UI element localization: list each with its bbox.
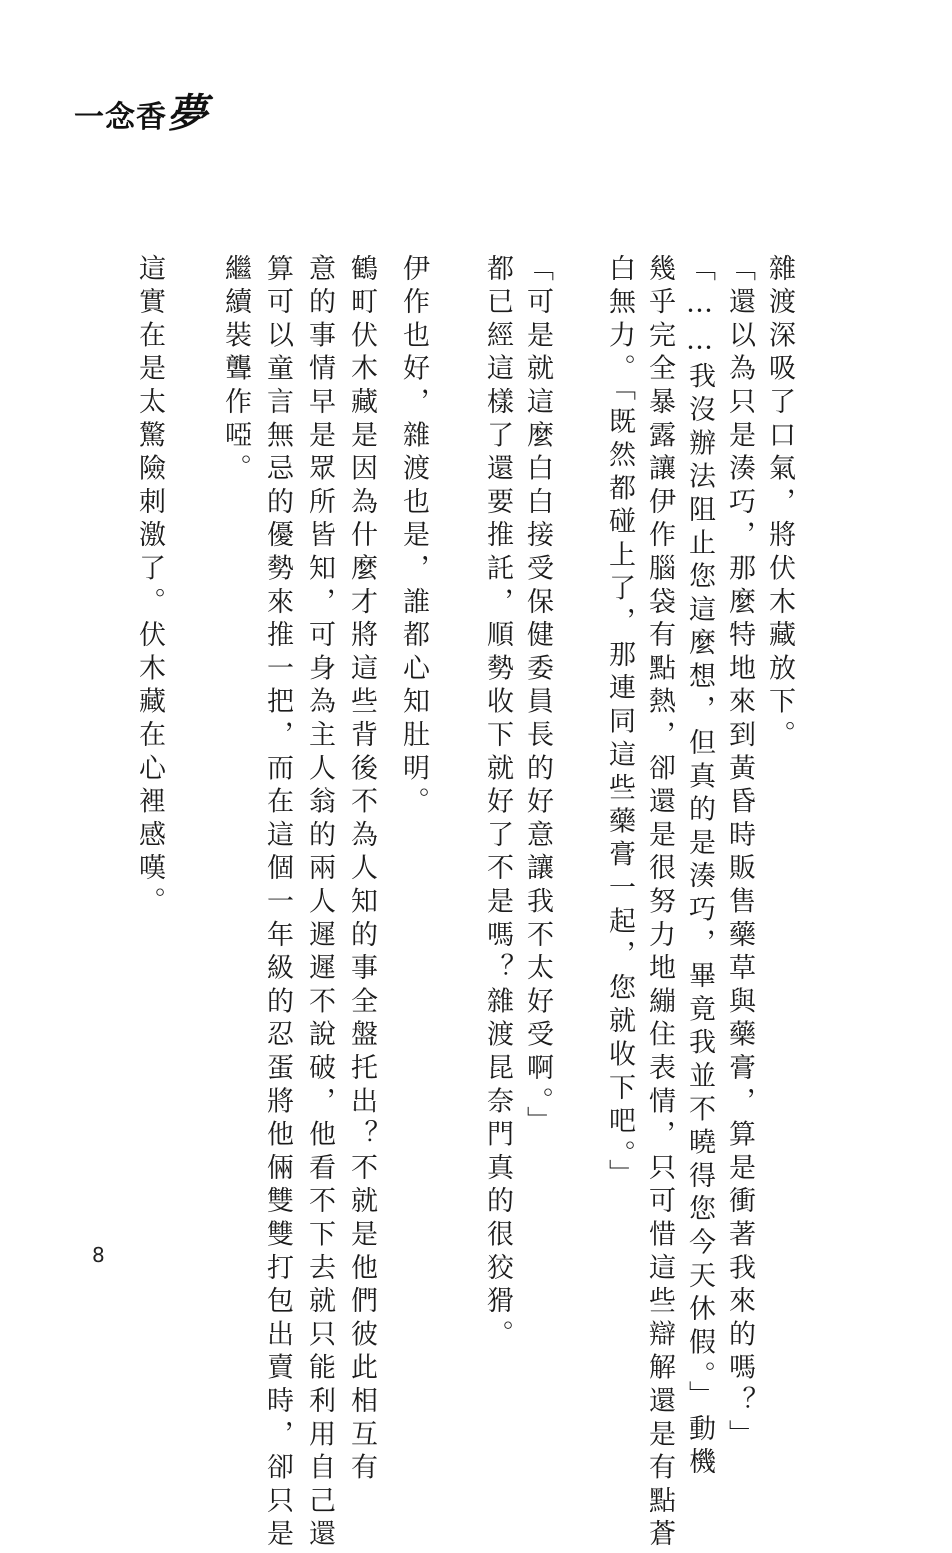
book-title-prefix: 一念香 (74, 100, 167, 135)
book-title-last-char: 夢 (167, 90, 208, 137)
text-column-1: 雜渡深吸了口氣，將伏木藏放下。 (764, 254, 795, 754)
text-column-12: 繼續裝聾作啞。 (220, 254, 251, 488)
text-column-13: 這實在是太驚險刺激了。伏木藏在心裡感嘆。 (134, 254, 165, 920)
text-column-4: 幾乎完全暴露讓伊作腦袋有點熱，卻還是很努力地繃住表情，只可惜這些辯解還是有點蒼 (644, 254, 675, 1553)
text-column-10: 意的事情早是眾所皆知，可身為主人翁的兩人遲遲不說破，他看不下去就只能利用自己還 (304, 254, 335, 1553)
text-column-7: 都已經這樣了還要推託，順勢收下就好了不是嗎？雜渡昆奈門真的很狡猾。 (482, 254, 513, 1353)
text-column-5: 白無力。「既然都碰上了，那連同這些藥膏一起，您就收下吧。」 (604, 254, 635, 1193)
text-column-2: 「還以為只是湊巧，那麼特地來到黃昏時販售藥草與藥膏，算是衝著我來的嗎？」 (724, 254, 755, 1453)
text-column-6: 「可是就這麼白白接受保健委員長的好意讓我不太好受啊。」 (522, 254, 553, 1140)
book-title-logo (74, 82, 208, 139)
text-column-11: 算可以童言無忌的優勢來推一把，而在這個一年級的忍蛋將他倆雙雙打包出賣時，卻只是 (262, 254, 293, 1553)
text-column-9: 鶴町伏木藏是因為什麼才將這些背後不為人知的事全盤托出？不就是他們彼此相互有 (346, 254, 377, 1487)
text-column-8: 伊作也好，雜渡也是，誰都心知肚明。 (398, 254, 429, 821)
page-number: 8 (92, 1243, 105, 1267)
text-column-3: 「……我沒辦法阻止您這麼想，但真的是湊巧，畢竟我並不曉得您今天休假。」動機 (684, 254, 715, 1481)
